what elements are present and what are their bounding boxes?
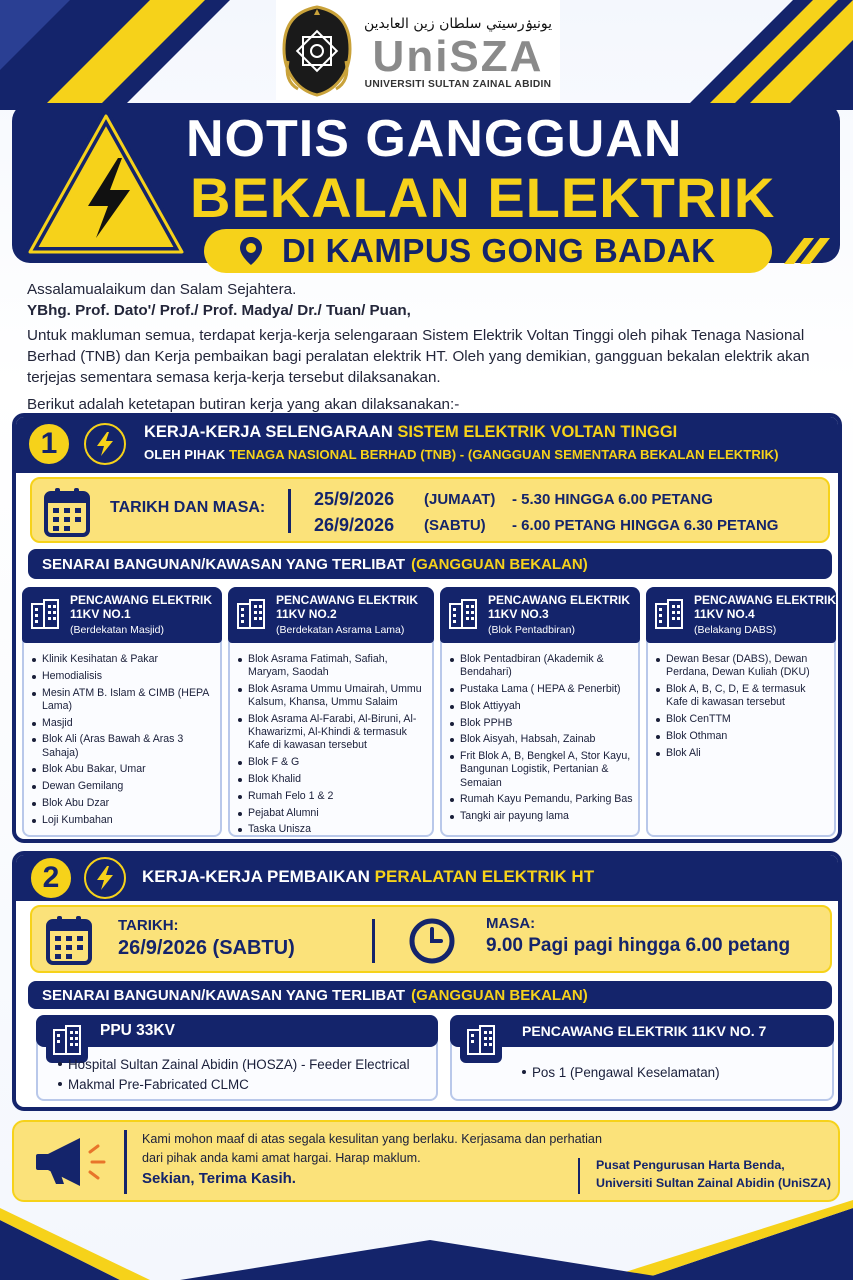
section-1-heading-a-highlight: SISTEM ELEKTRIK VOLTAN TINGGI xyxy=(397,423,678,441)
substation-3-title-line-1: PENCAWANG ELEKTRIK xyxy=(488,593,631,607)
substation-column-3-title xyxy=(488,593,630,621)
substation-column-3-header xyxy=(440,587,640,643)
list-item: Blok Khalid xyxy=(238,773,428,786)
list-item: Blok CenTTM xyxy=(656,713,830,726)
substation-2-title-line-1: PENCAWANG ELEKTRIK xyxy=(276,593,419,607)
substation-column-1-subtitle: (Berdekatan Masjid) xyxy=(70,624,164,636)
substation-column-2-title xyxy=(276,593,418,621)
section-1-date-label: TARIKH DAN MASA: xyxy=(110,499,266,516)
section-2-heading-text: KERJA-KERJA PEMBAIKAN xyxy=(142,867,375,886)
schedule-row-2-day: (SABTU) xyxy=(424,517,486,534)
greeting: Assalamualaikum dan Salam Sejahtera. xyxy=(27,281,297,298)
high-voltage-warning-icon xyxy=(22,110,190,262)
unisza-crest-icon xyxy=(278,1,356,99)
list-item: Pos 1 (Pengawal Keselamatan) xyxy=(522,1065,828,1081)
list-item: Blok PPHB xyxy=(450,717,634,730)
list-item: Blok A, B, C, D, E & termasuk Kafe di kawasan tersebut xyxy=(656,683,830,709)
substation-column-1-list xyxy=(32,653,216,831)
unisza-logo xyxy=(276,0,560,100)
substation-column-4-title xyxy=(694,593,836,621)
section-2-date-label: TARIKH: xyxy=(118,917,179,934)
intro-lead: Berikut adalah ketetapan butiran kerja yang akan dilaksanakan:- xyxy=(27,396,460,413)
title-line-2: BEKALAN ELEKTRIK xyxy=(190,166,776,229)
footer-org-divider xyxy=(578,1158,580,1194)
location-text: DI KAMPUS GONG BADAK xyxy=(282,232,716,269)
footer-org-line-1: Pusat Pengurusan Harta Benda, xyxy=(596,1158,785,1172)
list-item: Blok Asrama Fatimah, Safiah, Maryam, Saodah xyxy=(238,653,428,679)
intro-text xyxy=(27,279,827,415)
list-item: Loji Kumbahan xyxy=(32,814,216,827)
section-2-time-value: 9.00 Pagi pagi hingga 6.00 petang xyxy=(486,935,791,956)
list-item: Blok Pentadbiran (Akademik & Bendahari) xyxy=(450,653,634,679)
list-item: Dewan Besar (DABS), Dewan Perdana, Dewan Kuliah (DKU) xyxy=(656,653,830,679)
section-2-number: 2 xyxy=(28,855,74,901)
footer-closing: Sekian, Terima Kasih. xyxy=(142,1170,296,1187)
list-item: Blok Abu Dzar xyxy=(32,797,216,810)
section-1-heading-b-text: OLEH PIHAK xyxy=(144,447,229,462)
list-item: Dewan Gemilang xyxy=(32,780,216,793)
substation-column-3 xyxy=(440,587,640,837)
list-item: Tangki air payung lama xyxy=(450,810,634,823)
list-item: Blok Abu Bakar, Umar xyxy=(32,763,216,776)
schedule-row-2-date: 26/9/2026 xyxy=(314,515,395,535)
section-1-list-heading xyxy=(28,549,832,579)
list-item: Mesin ATM B. Islam & CIMB (HEPA Lama) xyxy=(32,687,216,713)
banner-accent-stripes xyxy=(784,238,830,264)
title-line-1: NOTIS GANGGUAN xyxy=(186,110,683,168)
list-item: Rumah Felo 1 & 2 xyxy=(238,790,428,803)
section-1-date-divider xyxy=(288,489,291,533)
list-item: Blok Aisyah, Habsah, Zainab xyxy=(450,733,634,746)
schedule-row-1-time: - 5.30 HINGGA 6.00 PETANG xyxy=(512,491,713,508)
section-2-heading xyxy=(142,867,594,887)
section-2-time-label: MASA: xyxy=(486,915,536,932)
substation-column-4-list xyxy=(656,653,830,763)
addressee: YBhg. Prof. Dato'/ Prof./ Prof. Madya/ Dr./ Tuan/ Puan, xyxy=(27,302,411,319)
substation-1-title-line-1: PENCAWANG ELEKTRIK xyxy=(70,593,213,607)
section-1-list-heading-highlight: (GANGGUAN BEKALAN) xyxy=(411,555,588,573)
building-icon xyxy=(30,598,60,630)
list-item: Blok F & G xyxy=(238,756,428,769)
section-1-date-bar xyxy=(30,477,830,543)
substation-3-title-line-2: 11KV NO.3 xyxy=(488,607,549,621)
substation-column-3-subtitle: (Blok Pentadbiran) xyxy=(488,624,575,636)
substation-2-title-line-2: 11KV NO.2 xyxy=(276,607,337,621)
substation-4-title-line-1: PENCAWANG ELEKTRIK xyxy=(694,593,837,607)
building-icon xyxy=(236,598,266,630)
section-2-date-divider xyxy=(372,919,375,963)
location-pin-icon xyxy=(238,236,264,266)
logo-subtitle: UNIVERSITI SULTAN ZAINAL ABIDIN xyxy=(364,78,552,90)
substation-column-2-list xyxy=(238,653,428,840)
top-left-stripes xyxy=(0,0,300,110)
location-pill xyxy=(204,229,772,273)
bottom-stripes xyxy=(0,1200,853,1280)
substation-4-title-line-2: 11KV NO.4 xyxy=(694,607,755,621)
calendar-icon xyxy=(46,915,92,965)
substation-column-4 xyxy=(646,587,836,837)
substation-column-2-header xyxy=(228,587,434,643)
section-2 xyxy=(12,851,842,1111)
affected-card-2-list xyxy=(522,1065,828,1085)
logo-wordmark: UniSZA xyxy=(372,31,544,81)
substation-column-2 xyxy=(228,587,434,837)
list-item: Pustaka Lama ( HEPA & Penerbit) xyxy=(450,683,634,696)
affected-card-1-list xyxy=(58,1057,432,1096)
affected-card-2 xyxy=(450,1015,834,1101)
megaphone-icon xyxy=(32,1132,112,1192)
building-icon xyxy=(460,1019,502,1063)
schedule-row-2-time: - 6.00 PETANG HINGGA 6.30 PETANG xyxy=(512,517,779,534)
section-2-list-heading xyxy=(28,981,832,1009)
section-1-list-heading-text: SENARAI BANGUNAN/KAWASAN YANG TERLIBAT xyxy=(42,555,406,573)
list-item: Klinik Kesihatan & Pakar xyxy=(32,653,216,666)
schedule-row-1-date: 25/9/2026 xyxy=(314,489,395,509)
section-1-heading-a-text: KERJA-KERJA SELENGARAAN xyxy=(144,423,398,441)
substation-column-4-subtitle: (Belakang DABS) xyxy=(694,624,777,636)
affected-card-1 xyxy=(36,1015,438,1101)
building-icon xyxy=(448,598,478,630)
section-1-number: 1 xyxy=(26,421,72,467)
section-2-date-value: 26/9/2026 (SABTU) xyxy=(118,937,295,959)
list-item: Makmal Pre-Fabricated CLMC xyxy=(58,1077,432,1093)
substation-column-4-header xyxy=(646,587,836,643)
list-item: Masjid xyxy=(32,717,216,730)
list-item: Blok Othman xyxy=(656,730,830,743)
logo-arabic-text: يونيۏرسيتي سلطان زين العابدين xyxy=(363,15,553,32)
list-item: Taska Unisza xyxy=(238,823,428,836)
footer-apology: Kami mohon maaf di atas segala kesulitan yang berlaku. Kerjasama dan perhatian dari pihak anda kami amat hargai. Harap maklum. xyxy=(142,1132,602,1165)
affected-card-1-title: PPU 33KV xyxy=(100,1022,175,1039)
affected-card-1-header xyxy=(36,1015,438,1047)
list-item: Rumah Kayu Pemandu, Parking Bas xyxy=(450,793,634,806)
top-right-stripes xyxy=(623,0,853,110)
section-2-heading-highlight: PERALATAN ELEKTRIK HT xyxy=(374,867,595,886)
substation-column-1 xyxy=(22,587,222,837)
section-2-date-bar xyxy=(30,905,832,973)
substation-column-2-subtitle: (Berdekatan Asrama Lama) xyxy=(276,624,405,636)
footer-divider xyxy=(124,1130,127,1194)
clock-icon xyxy=(408,917,456,965)
section-1-heading-a xyxy=(144,423,677,442)
list-item: Pejabat Alumni xyxy=(238,807,428,820)
section-1 xyxy=(12,413,842,843)
substation-1-title-line-2: 11KV NO.1 xyxy=(70,607,131,621)
section-2-list-heading-highlight: (GANGGUAN BEKALAN) xyxy=(411,986,588,1004)
section-1-heading-b-tail: - (GANGGUAN SEMENTARA BEKALAN ELEKTRIK) xyxy=(456,447,779,462)
list-item: Blok Asrama Al-Farabi, Al-Biruni, Al-Khawarizmi, Al-Khindi & termasuk Kafe di kawasan tersebut xyxy=(238,713,428,753)
section-1-heading-b-highlight: TENAGA NASIONAL BERHAD (TNB) xyxy=(229,447,457,462)
list-item: Blok Ali (Aras Bawah & Aras 3 Sahaja) xyxy=(32,733,216,759)
affected-card-2-title: PENCAWANG ELEKTRIK 11KV NO. 7 xyxy=(522,1023,767,1039)
calendar-icon xyxy=(44,487,90,537)
list-item: Hemodialisis xyxy=(32,670,216,683)
intro-body: Untuk makluman semua, terdapat kerja-kerja selengaraan Sistem Elektrik Voltan Tinggi oleh pihak Tenaga Nasional Berhad (TNB) dan Kerja pembaikan bagi peralatan elektrik HT. Oleh yang demikian, gangguan bekalan elektrik akan terjejas sementara semasa kerja-kerja tersebut dilaksanakan. xyxy=(27,327,810,386)
schedule-row-1-day: (JUMAAT) xyxy=(424,491,496,508)
section-2-list-heading-text: SENARAI BANGUNAN/KAWASAN YANG TERLIBAT xyxy=(42,986,406,1004)
section-1-heading-b xyxy=(144,447,778,462)
building-icon xyxy=(654,598,684,630)
section-2-bolt-icon xyxy=(84,857,126,899)
footer-org-line-2: Universiti Sultan Zainal Abidin (UniSZA) xyxy=(596,1176,831,1190)
list-item: Blok Ali xyxy=(656,747,830,760)
substation-column-1-title xyxy=(70,593,212,621)
list-item: Blok Asrama Ummu Umairah, Ummu Kalsum, Khansa, Ummu Salaim xyxy=(238,683,428,709)
section-1-bolt-icon xyxy=(84,423,126,465)
list-item: Blok Attiyyah xyxy=(450,700,634,713)
list-item: Frit Blok A, B, Bengkel A, Stor Kayu, Bangunan Logistik, Pertanian & Semaian xyxy=(450,750,634,790)
substation-column-1-header xyxy=(22,587,222,643)
footer-notice xyxy=(12,1120,840,1202)
list-item: Hospital Sultan Zainal Abidin (HOSZA) - Feeder Electrical xyxy=(58,1057,432,1073)
substation-column-3-list xyxy=(450,653,634,827)
